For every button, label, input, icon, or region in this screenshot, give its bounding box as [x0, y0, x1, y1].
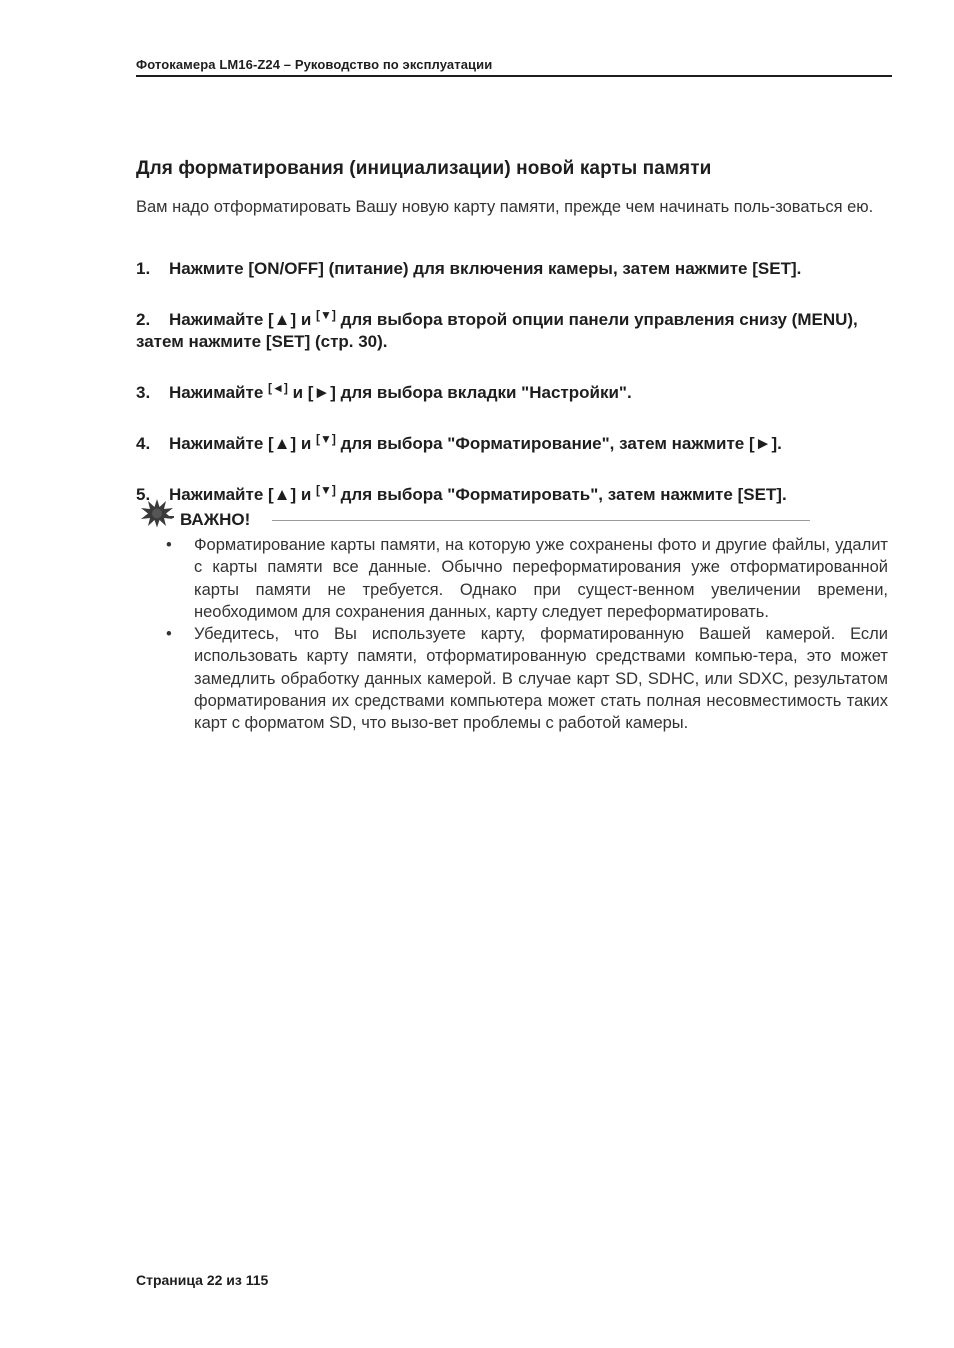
step-text-before: Нажимайте [▲] и — [169, 310, 317, 329]
step-2 — [136, 304, 892, 353]
document-header: Фотокамера LM16-Z24 – Руководство по эксплуатации — [136, 57, 493, 72]
list-item — [160, 623, 888, 734]
step-text: Нажмите [ON/OFF] (питание) для включения камеры, затем нажмите [SET]. — [169, 259, 802, 278]
bullet-text: Убедитесь, что Вы используете карту, форматированную Вашей камерой. Если использовать карту памяти, отформатированную средствами компью-тера, это может замедлить обработку данных камерой. В случае карт SD, SDHC, или SDXC, результатом форматирования их средствами компьютера может стать полная несовместимость таких карт с форматом SD, что вызо-вет проблемы с работой камеры. — [194, 625, 888, 733]
step-number: 2. — [136, 310, 151, 329]
header-divider — [136, 75, 892, 77]
step-1 — [136, 258, 892, 280]
step-number: 4. — [136, 434, 151, 453]
step-4 — [136, 428, 892, 455]
step-text-after: для выбора "Форматировать", затем нажмите [SET]. — [335, 485, 787, 504]
bullet-dot-icon: • — [166, 625, 172, 644]
down-key-label: [▼] — [316, 432, 336, 446]
important-label: ВАЖНО! — [180, 510, 251, 529]
step-number: 5. — [136, 485, 151, 504]
step-text-before: Нажимайте [▲] и — [169, 434, 317, 453]
section-title: Для форматирования (инициализации) новой карты памяти — [136, 158, 712, 179]
steps-list — [136, 258, 892, 529]
bullet-text: Форматирование карты памяти, на которую уже сохранены фото и другие файлы, удалит с карты памяти все данные. Обычно переформатирования уже отформатированной карты памяти не требуется. Однако при сущест-венном увеличении времени, необходимом для сохранения данных, карту следует переформатировать. — [194, 536, 888, 621]
down-key-label: [▼] — [316, 308, 336, 322]
step-number: 1. — [136, 259, 151, 278]
down-key-label: [▼] — [316, 483, 336, 497]
burst-icon — [140, 498, 174, 528]
step-3 — [136, 377, 892, 404]
page-number: Страница 22 из 115 — [136, 1272, 269, 1288]
left-key-label: [◄] — [268, 381, 288, 395]
important-callout — [140, 498, 820, 532]
step-text-after: для выбора второй опции панели управления снизу (MENU), затем нажмите [SET] (стр. 30). — [136, 310, 858, 351]
step-text-after: для выбора "Форматирование", затем нажмите [►]. — [335, 434, 782, 453]
step-text-after: и [►] для выбора вкладки "Настройки". — [287, 383, 632, 402]
important-divider — [272, 520, 810, 521]
list-item — [160, 534, 888, 623]
bullet-dot-icon: • — [166, 536, 172, 554]
intro-paragraph: Вам надо отформатировать Вашу новую карту памяти, прежде чем начинать поль-зоваться ею. — [136, 198, 874, 216]
step-text-before: Нажимайте — [169, 383, 268, 402]
step-text-before: Нажимайте [▲] и — [169, 485, 317, 504]
important-bullets — [160, 534, 888, 735]
step-number: 3. — [136, 383, 151, 402]
